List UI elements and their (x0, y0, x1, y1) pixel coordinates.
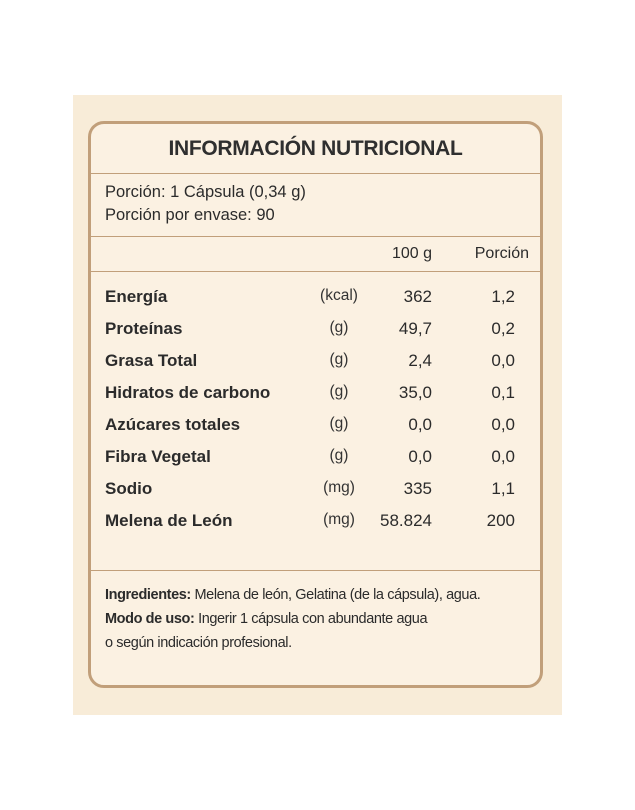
nutrient-unit: (mg) (323, 479, 355, 496)
nutrient-row (91, 472, 540, 504)
ingredients-line (105, 583, 540, 607)
nutrient-value-100g: 335 (403, 479, 432, 498)
ingredients-section (91, 570, 540, 655)
nutrient-value-portion: 0,1 (491, 383, 515, 402)
nutrient-row (91, 312, 540, 344)
nutrient-value-portion: 0,0 (491, 415, 515, 434)
ingredients-label: Ingredientes: (105, 587, 191, 603)
nutrition-facts-panel (88, 121, 543, 688)
nutrient-row (91, 344, 540, 376)
usage-label: Modo de uso: (105, 611, 195, 627)
nutrient-value-100g: 49,7 (398, 319, 432, 338)
nutrient-value-100g: 0,0 (408, 415, 432, 434)
nutrient-unit: (g) (329, 447, 349, 464)
nutrient-row (91, 408, 540, 440)
nutrient-value-100g: 35,0 (398, 383, 432, 402)
column-header (91, 237, 540, 272)
nutrient-name: Proteínas (105, 319, 183, 338)
nutrient-table (91, 272, 540, 536)
portion-info (91, 174, 540, 237)
usage-line (105, 607, 540, 631)
nutrient-value-portion: 1,1 (491, 479, 515, 498)
nutrient-value-100g: 58.824 (380, 511, 432, 530)
nutrient-value-100g: 0,0 (408, 447, 432, 466)
column-header-100g: 100 g (391, 245, 432, 262)
nutrient-unit: (g) (329, 351, 349, 368)
nutrient-value-portion: 0,0 (491, 351, 515, 370)
nutrient-row (91, 376, 540, 408)
nutrient-row (91, 280, 540, 312)
nutrient-unit: (mg) (323, 511, 355, 528)
nutrient-name: Grasa Total (105, 351, 198, 370)
nutrient-name: Fibra Vegetal (105, 447, 211, 466)
nutrient-value-100g: 362 (403, 287, 432, 306)
nutrient-unit: (g) (329, 415, 349, 432)
nutrient-value-portion: 0,2 (491, 319, 515, 338)
nutrient-value-portion: 1,2 (491, 287, 515, 306)
servings-per-container: Porción por envase: 90 (105, 206, 275, 224)
usage-text: Ingerir 1 cápsula con abundante agua (194, 611, 428, 627)
nutrient-unit: (g) (329, 383, 349, 400)
nutrient-name: Sodio (105, 479, 153, 498)
nutrient-value-portion: 0,0 (491, 447, 515, 466)
nutrient-value-100g: 2,4 (408, 351, 432, 370)
nutrient-name: Hidratos de carbono (105, 383, 271, 402)
nutrient-name: Melena de León (105, 511, 233, 530)
column-header-portion: Porción (474, 245, 529, 262)
nutrient-name: Azúcares totales (105, 415, 241, 434)
nutrient-row (91, 440, 540, 472)
portion-size: Porción: 1 Cápsula (0,34 g) (105, 183, 306, 201)
nutrient-unit: (g) (329, 319, 349, 336)
nutrient-name: Energía (105, 287, 168, 306)
nutrient-row (91, 504, 540, 536)
nutrient-value-portion: 200 (486, 511, 515, 530)
usage-line-2: o según indicación profesional. (105, 635, 292, 651)
panel-title: INFORMACIÓN NUTRICIONAL (91, 124, 540, 174)
ingredients-text: Melena de león, Gelatina (de la cápsula), agua. (190, 587, 481, 603)
nutrient-unit: (kcal) (320, 287, 358, 304)
